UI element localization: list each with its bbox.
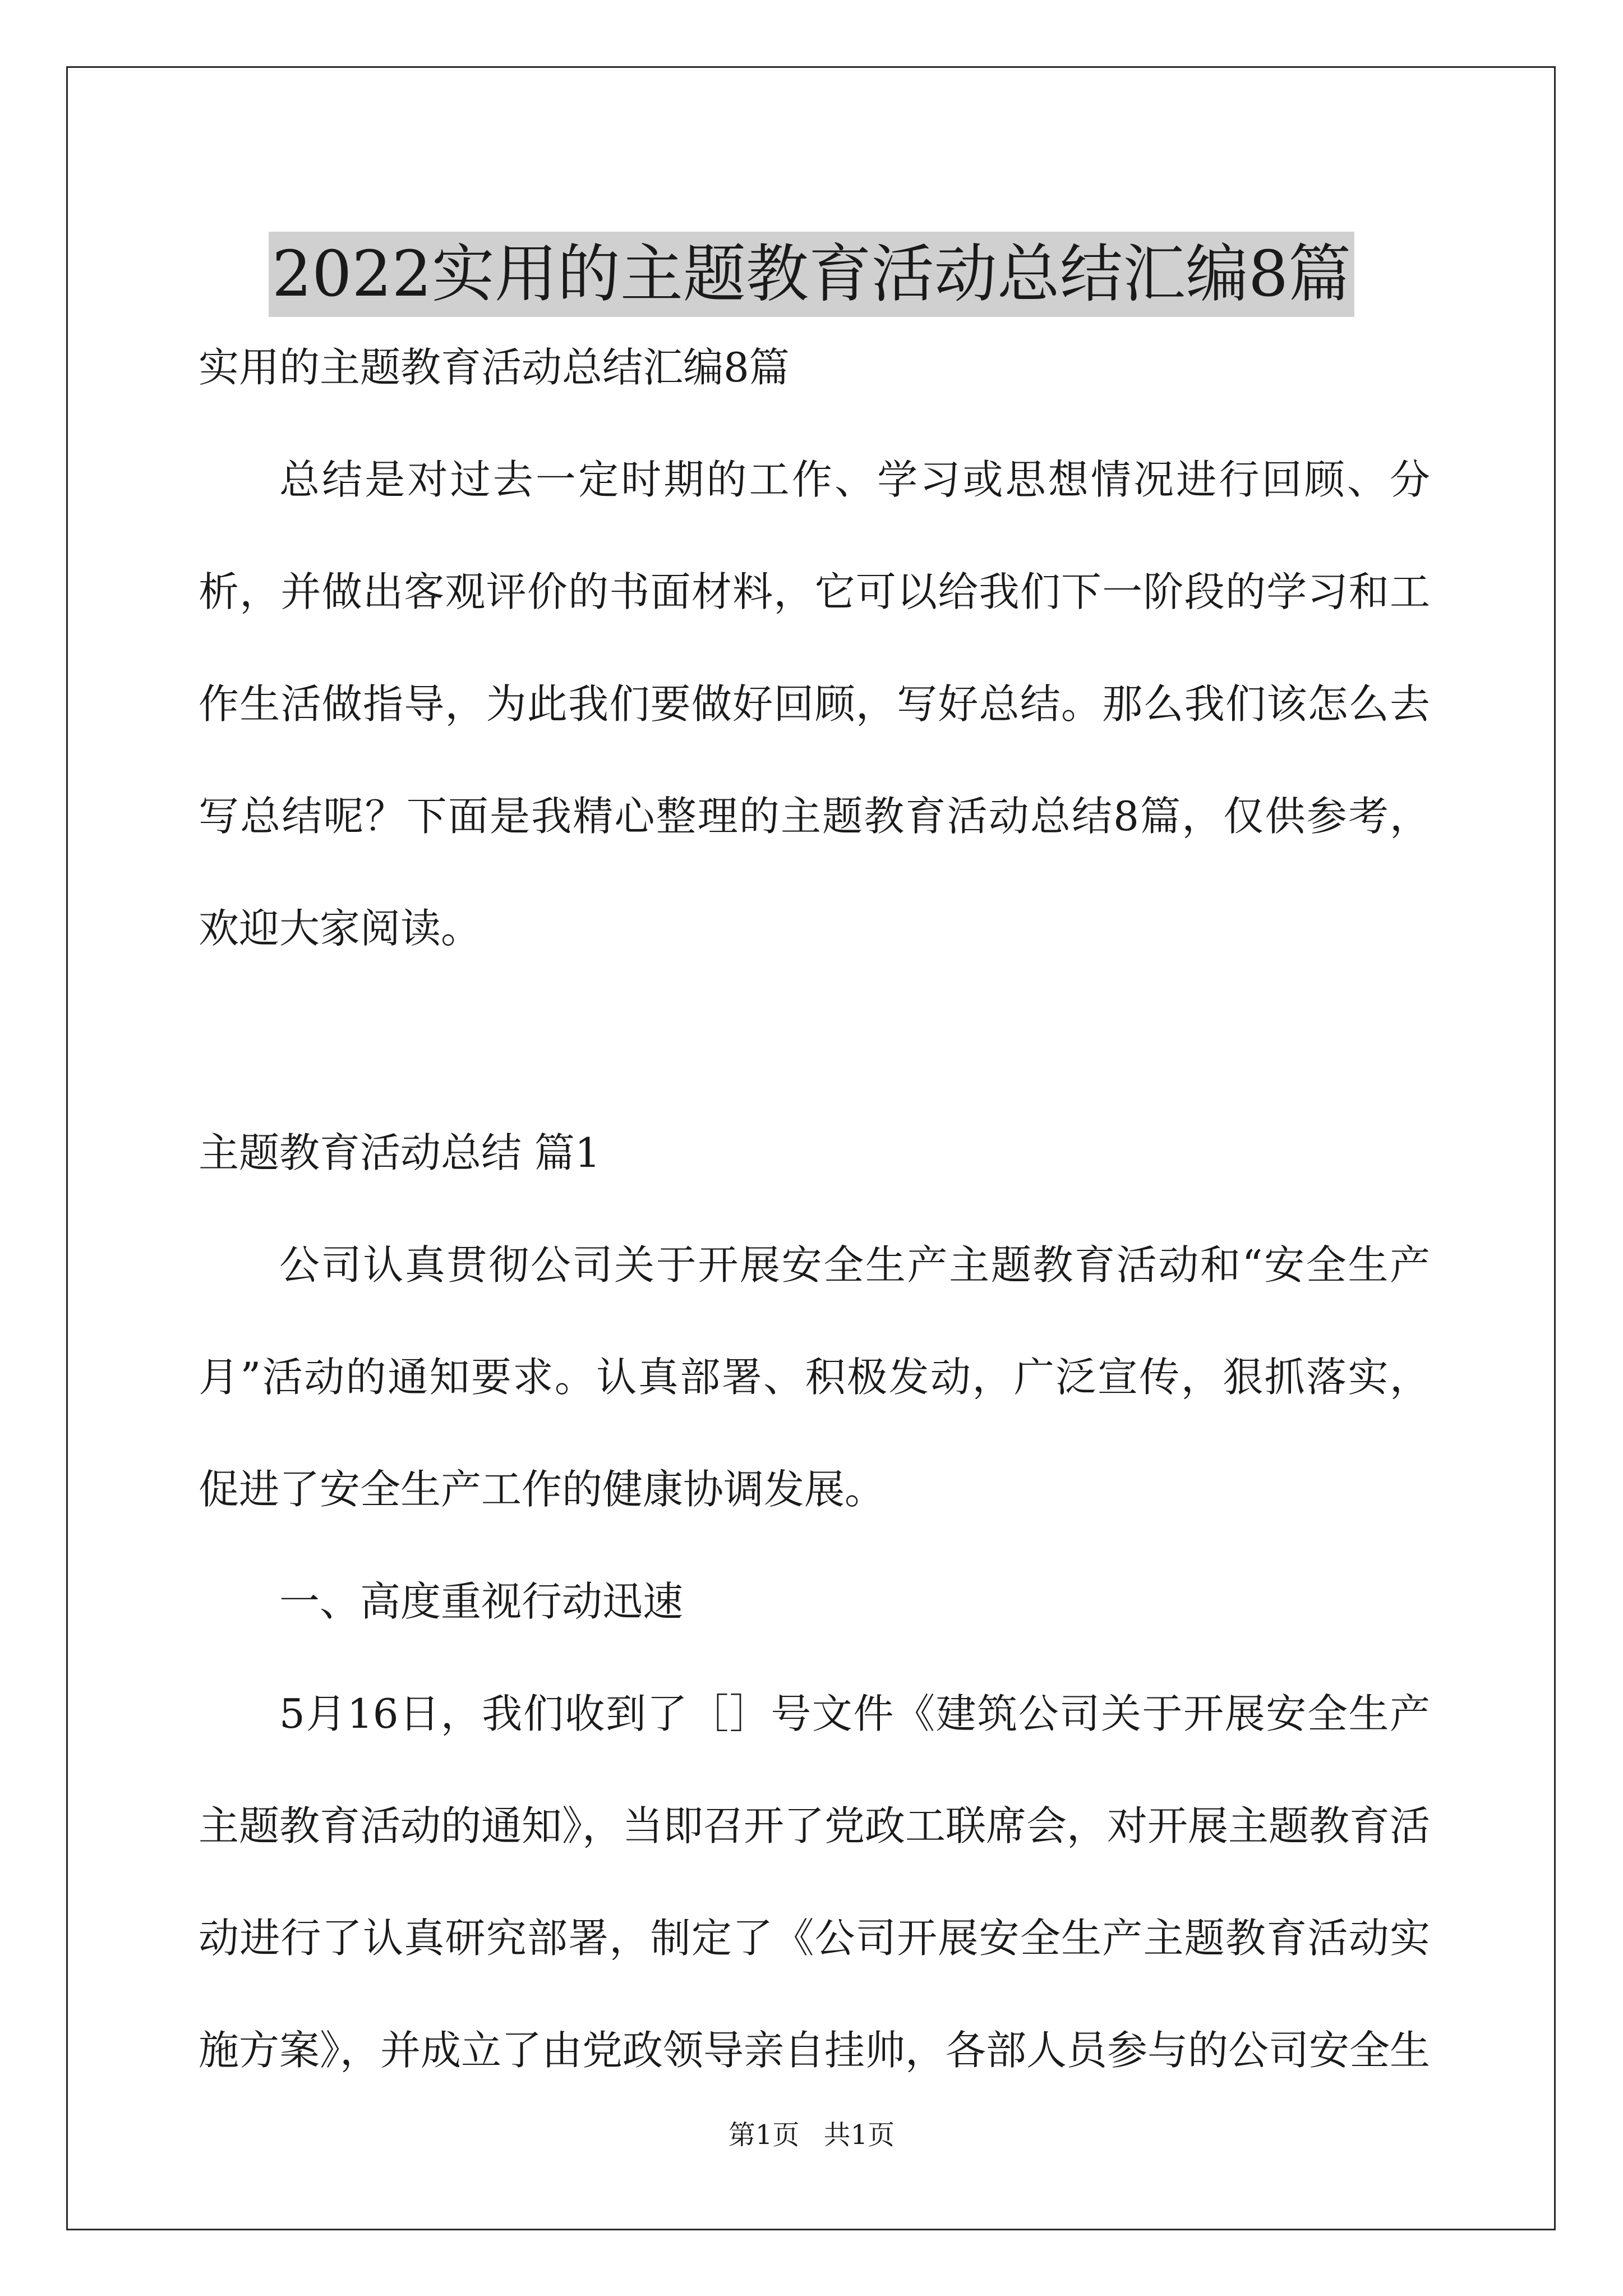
page-number-current: 第1页	[728, 2119, 800, 2151]
document-body	[199, 311, 1430, 2106]
page-footer	[0, 2119, 1623, 2151]
document-subtitle: 实用的主题教育活动总结汇编8篇	[199, 344, 790, 391]
page-number-total: 共1页	[823, 2119, 895, 2151]
section-paragraph-2: 5月16日，我们收到了［］号文件《建筑公司关于开展安全生产主题教育活动的通知》，当即召开了党政工联席会，对开展主题教育活动进行了认真研究部署，制定了《公司开展安全生产主题教育活动实施方案》，并成立了由党政领导亲自挂帅，各部人员参与的公司安全生	[199, 1690, 1431, 2074]
document-title: 2022实用的主题教育活动总结汇编8篇	[269, 232, 1354, 317]
section-heading: 主题教育活动总结 篇1	[199, 1129, 601, 1176]
subheading-1: 一、高度重视行动迅速	[279, 1578, 684, 1625]
intro-paragraph: 总结是对过去一定时期的工作、学习或思想情况进行回顾、分析，并做出客观评价的书面材料，它可以给我们下一阶段的学习和工作生活做指导，为此我们要做好回顾，写好总结。那么我们该怎么去写总结呢？下面是我精心整理的主题教育活动总结8篇，仅供参考，欢迎大家阅读。	[199, 456, 1430, 952]
paragraph-spacer	[199, 984, 1430, 1097]
section-paragraph-1: 公司认真贯彻公司关于开展安全生产主题教育活动和“安全生产月”活动的通知要求。认真部署、积极发动，广泛宣传，狠抓落实，促进了安全生产工作的健康协调发展。	[199, 1241, 1430, 1513]
